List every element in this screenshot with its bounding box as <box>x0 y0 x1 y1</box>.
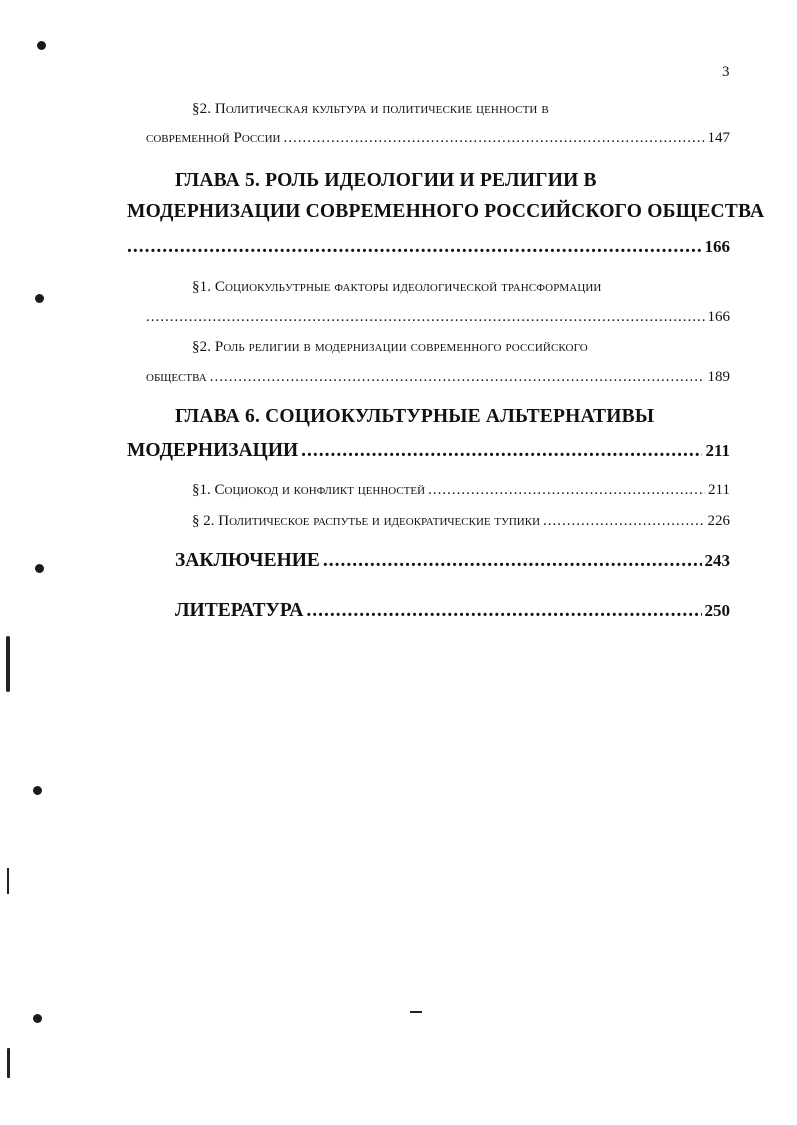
toc-entry-ch6-s2[interactable] <box>192 513 730 530</box>
scan-edge-mark <box>7 868 9 894</box>
toc-page-number: 226 <box>707 513 730 529</box>
page-number: 3 <box>722 64 730 80</box>
toc-leader-dots <box>306 600 701 622</box>
toc-leader-dots <box>428 482 705 499</box>
toc-entry-ch5-s2-line1: §2. Роль религии в модернизации современного российского <box>192 339 588 355</box>
toc-entry-label: современной России <box>146 130 281 146</box>
scan-edge-mark <box>6 636 10 692</box>
toc-entry-label: §1. Социокод и конфликт ценностей <box>192 482 426 498</box>
toc-leader-dots <box>323 550 702 572</box>
toc-entry-ch4-s2[interactable] <box>146 130 730 147</box>
binder-hole <box>35 564 44 573</box>
toc-page-number: 166 <box>704 237 730 256</box>
chapter-6-title-line1: ГЛАВА 6. СОЦИОКУЛЬТУРНЫЕ АЛЬТЕРНАТИВЫ <box>175 406 655 427</box>
toc-page-number: 250 <box>704 601 730 620</box>
binder-hole <box>35 294 44 303</box>
toc-page-number: 211 <box>705 441 730 460</box>
chapter-5-title-line1: ГЛАВА 5. РОЛЬ ИДЕОЛОГИИ И РЕЛИГИИ В <box>175 170 597 191</box>
toc-leader-dots <box>210 369 705 386</box>
toc-leader-dots <box>283 130 704 147</box>
toc-entry-ch6[interactable] <box>127 440 730 462</box>
toc-entry-label: § 2. Политическое распутье и идеократические тупики <box>192 513 541 529</box>
toc-page-number: 243 <box>704 551 730 570</box>
toc-entry-label: ЛИТЕРАТУРА <box>175 600 304 621</box>
toc-entry-label: МОДЕРНИЗАЦИИ <box>127 440 299 461</box>
toc-leader-dots <box>127 236 702 258</box>
toc-page-number: 189 <box>707 369 730 385</box>
chapter-5-title-line2: МОДЕРНИЗАЦИИ СОВРЕМЕННОГО РОССИЙСКОГО ОБЩЕСТВА <box>127 201 765 222</box>
toc-entry-conclusion[interactable] <box>175 550 730 572</box>
scan-edge-mark <box>7 1048 10 1078</box>
toc-leader-dots <box>301 440 702 462</box>
scan-speck <box>410 1011 422 1013</box>
toc-leader-dots <box>543 513 704 530</box>
toc-entry-ch4-s2-line1: §2. Политическая культура и политические ценности в <box>192 101 549 117</box>
toc-entry-ch5-s1[interactable] <box>146 309 730 326</box>
binder-hole <box>37 41 46 50</box>
toc-entry-ch5[interactable] <box>127 236 730 258</box>
toc-page-number: 166 <box>707 309 730 325</box>
toc-leader-dots <box>146 309 705 326</box>
toc-entry-ch5-s2[interactable] <box>146 369 730 386</box>
toc-entry-ch6-s1[interactable] <box>192 482 730 499</box>
binder-hole <box>33 1014 42 1023</box>
toc-entry-label: ЗАКЛЮЧЕНИЕ <box>175 550 320 571</box>
toc-page-number: 211 <box>708 482 730 498</box>
toc-entry-label: общества <box>146 369 207 385</box>
binder-hole <box>33 786 42 795</box>
toc-entry-ch5-s1-line1: §1. Социокульутрные факторы идеологической трансформации <box>192 279 602 295</box>
toc-entry-literature[interactable] <box>175 600 730 622</box>
toc-page-number: 147 <box>707 130 730 146</box>
